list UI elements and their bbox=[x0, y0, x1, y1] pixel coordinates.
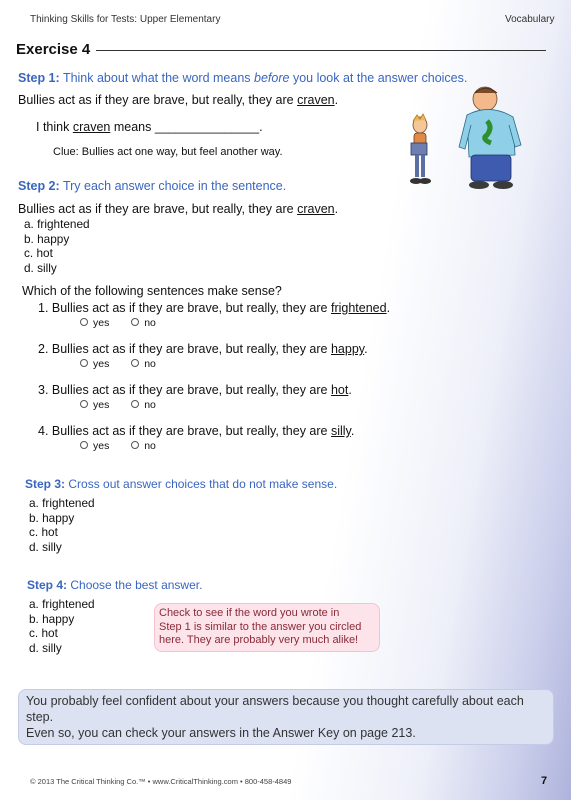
step3-choices bbox=[29, 496, 95, 554]
choice-item[interactable]: a. frightened bbox=[29, 597, 95, 611]
step1-text-emphasis: before bbox=[254, 71, 290, 85]
step4-choices bbox=[29, 597, 95, 655]
step2-text: Try each answer choice in the sentence. bbox=[62, 179, 287, 193]
step1-sentence bbox=[18, 93, 338, 107]
item-word: silly bbox=[330, 424, 351, 438]
step2-question: Which of the following sentences make sense? bbox=[22, 284, 282, 298]
item-end: . bbox=[350, 424, 355, 438]
running-header-right: Vocabulary bbox=[505, 14, 555, 25]
sentence-text: Bullies act as if they are brave, but really, they are bbox=[18, 202, 298, 216]
item-word: hot bbox=[330, 383, 349, 397]
step4-text: Choose the best answer. bbox=[70, 578, 203, 592]
sentence-item-3 bbox=[38, 383, 352, 397]
running-header-left: Thinking Skills for Tests: Upper Elementary bbox=[30, 14, 221, 25]
yes-label: yes bbox=[93, 399, 110, 411]
choice-item[interactable]: d. silly bbox=[29, 640, 62, 655]
radio-circle-icon bbox=[80, 359, 88, 367]
sentence-text: Bullies act as if they are brave, but really, they are bbox=[18, 93, 298, 107]
yes-label: yes bbox=[93, 317, 110, 329]
item-end: . bbox=[348, 383, 352, 397]
tip-callout bbox=[154, 603, 380, 652]
small-kid-figure bbox=[410, 114, 431, 184]
radio-circle-icon bbox=[131, 318, 139, 326]
step1-label: Step 1: bbox=[18, 71, 60, 85]
sentence-end: . bbox=[334, 93, 339, 107]
choice-item[interactable]: c. hot bbox=[29, 626, 58, 641]
no-label: no bbox=[144, 399, 156, 411]
no-option[interactable] bbox=[131, 440, 156, 452]
bully-figure bbox=[459, 87, 521, 189]
step3-heading bbox=[25, 477, 337, 491]
yes-no-item-2 bbox=[80, 358, 156, 370]
no-option[interactable] bbox=[131, 358, 156, 370]
summary-line: Even so, you can check your answers in the Answer Key on page 213. bbox=[26, 726, 416, 740]
step3-text: Cross out answer choices that do not make sense. bbox=[68, 477, 338, 491]
yes-label: yes bbox=[93, 358, 110, 370]
choice-item: c. hot bbox=[24, 246, 53, 261]
step4-label: Step 4: bbox=[27, 578, 68, 592]
sentence-word: craven bbox=[297, 202, 335, 216]
choice-item[interactable]: b. happy bbox=[29, 611, 75, 626]
tip-line: here. They are probably very much alike! bbox=[159, 634, 359, 646]
step2-heading bbox=[18, 179, 286, 193]
item-text: 4. Bullies act as if they are brave, but really, they are bbox=[38, 424, 331, 438]
sentence-end: . bbox=[334, 202, 339, 216]
radio-circle-icon bbox=[131, 359, 139, 367]
yes-no-item-1 bbox=[80, 317, 156, 329]
item-text: 1. Bullies act as if they are brave, but really, they are bbox=[38, 301, 331, 315]
no-option[interactable] bbox=[131, 317, 156, 329]
radio-circle-icon bbox=[80, 318, 88, 326]
no-label: no bbox=[144, 440, 156, 452]
choice-item[interactable]: b. happy bbox=[29, 510, 75, 525]
page-footer: © 2013 The Critical Thinking Co.™ • www.CriticalThinking.com • 800-458-4849 bbox=[30, 777, 292, 786]
step3-label: Step 3: bbox=[25, 477, 66, 491]
sentence-item-1 bbox=[38, 301, 390, 315]
choice-item[interactable]: a. frightened bbox=[29, 496, 95, 510]
item-word: happy bbox=[330, 342, 365, 356]
choice-item[interactable]: d. silly bbox=[29, 539, 62, 554]
radio-circle-icon bbox=[80, 441, 88, 449]
step1-heading bbox=[18, 71, 467, 85]
step2-choices bbox=[24, 217, 90, 275]
choice-item[interactable]: c. hot bbox=[29, 525, 58, 540]
yes-option[interactable] bbox=[80, 399, 109, 411]
item-text: 2. Bullies act as if they are brave, but really, they are bbox=[38, 342, 331, 356]
no-option[interactable] bbox=[131, 399, 156, 411]
yes-label: yes bbox=[93, 440, 110, 452]
yes-option[interactable] bbox=[80, 358, 109, 370]
item-end: . bbox=[386, 301, 391, 315]
clue-text: Clue: Bullies act one way, but feel another way. bbox=[53, 146, 283, 158]
think-line bbox=[36, 120, 263, 134]
item-word: frightened bbox=[330, 301, 387, 315]
choice-item: b. happy bbox=[24, 231, 70, 246]
yes-option[interactable] bbox=[80, 440, 109, 452]
summary-line: You probably feel confident about your answers because you thought carefully about each step. bbox=[26, 694, 524, 724]
think-text-b: means _______________. bbox=[110, 120, 263, 134]
choice-item: a. frightened bbox=[24, 217, 90, 231]
tip-line: Check to see if the word you wrote in bbox=[159, 607, 340, 619]
item-text: 3. Bullies act as if they are brave, but really, they are bbox=[38, 383, 331, 397]
bully-illustration bbox=[405, 85, 535, 195]
step1-text-a: Think about what the word means bbox=[62, 71, 255, 85]
no-label: no bbox=[144, 317, 156, 329]
think-text-a: I think bbox=[36, 120, 73, 134]
step2-label: Step 2: bbox=[18, 179, 60, 193]
sentence-item-2 bbox=[38, 342, 368, 356]
choice-item: d. silly bbox=[24, 260, 57, 275]
step4-heading bbox=[27, 578, 202, 592]
sentence-word: craven bbox=[297, 93, 335, 107]
yes-option[interactable] bbox=[80, 317, 109, 329]
yes-no-item-3 bbox=[80, 399, 156, 411]
title-rule bbox=[96, 50, 546, 51]
step1-text-b: you look at the answer choices. bbox=[289, 71, 468, 85]
sentence-item-4 bbox=[38, 424, 354, 438]
summary-box bbox=[18, 689, 554, 745]
no-label: no bbox=[144, 358, 156, 370]
radio-circle-icon bbox=[131, 441, 139, 449]
think-word: craven bbox=[72, 120, 111, 134]
item-end: . bbox=[364, 342, 368, 356]
radio-circle-icon bbox=[131, 400, 139, 408]
page-number: 7 bbox=[541, 775, 548, 787]
tip-line: Step 1 is similar to the answer you circled bbox=[159, 620, 362, 633]
yes-no-item-4 bbox=[80, 440, 156, 452]
exercise-title: Exercise 4 bbox=[16, 41, 91, 58]
step2-sentence bbox=[18, 202, 338, 216]
radio-circle-icon bbox=[80, 400, 88, 408]
